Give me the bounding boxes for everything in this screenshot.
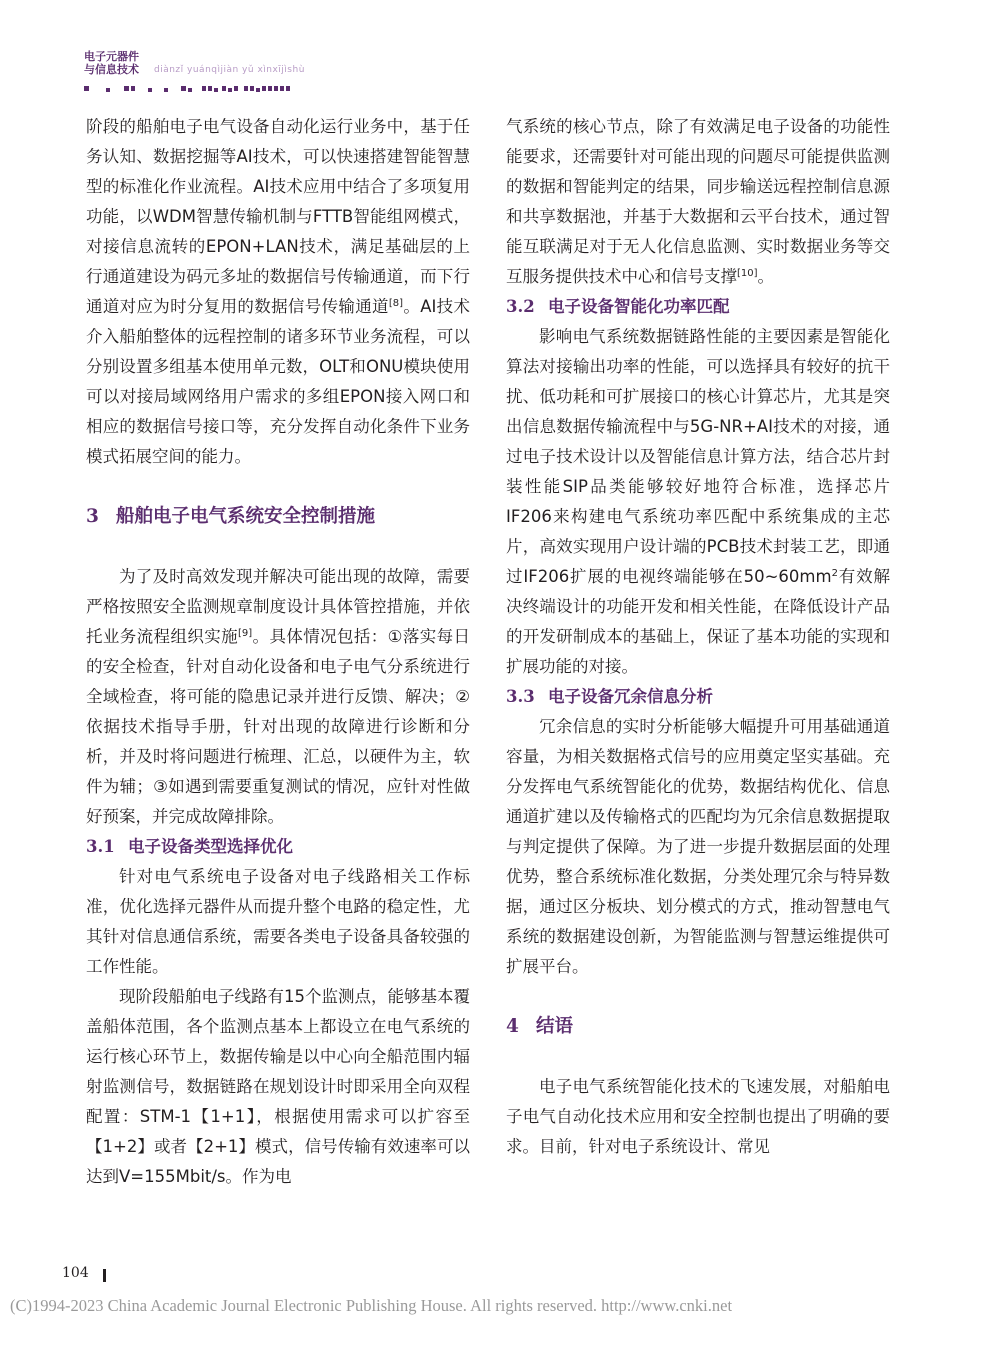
page-number: 104	[62, 1265, 89, 1281]
header-dot-pattern	[84, 86, 294, 94]
paragraph-ai-technology: 阶段的船舶电子电气设备自动化运行业务中，基于任务认知、数据挖掘等AI技术，可以快速搭建智能智慧型的标准化作业流程。AI技术应用中结合了多项复用功能，以WDM智慧传输机制与FTTB智能组网模式，对接信息流转的EPON+LAN技术，满足基础层的上行通道建设为码元多址的数据信号传输通道，而下行通道对应为时分复用的数据信号传输通道[8]。AI技术介入船舶整体的远程控制的诸多环节业务流程，可以分别设置多组基本使用单元数，OLT和ONU模块使用可以对接局域网络用户需求的多组EPON接入网口和相应的数据信号接口等，充分发挥自动化条件下业务模式拓展空间的能力。	[86, 117, 471, 466]
page-number-bar	[103, 1269, 106, 1282]
right-column	[506, 112, 890, 1162]
citation-ref-10[interactable]: [10]	[737, 268, 758, 279]
section-heading-3-2: 3.2 电子设备智能化功率匹配	[506, 297, 730, 316]
paragraph-power-matching: 影响电气系统数据链路性能的主要因素是智能化算法对接输出功率的性能，可以选择具有较好的抗干扰、低功耗和可扩展接口的核心计算芯片，尤其是突出信息数据传输流程中与5G-NR+AI技术的对接，通过电子技术设计以及智能信息计算方法，结合芯片封装性能SIP品类能够较好地符合标准，选择芯片IF206来构建电气系统功率匹配中系统集成的主芯片，高效实现用户设计端的PCB技术封装工艺，即通过IF206扩展的电视终端能够在$50\sim 60mm^2$有效解决终端设计的功能开发和相关性能，在降低设计产品的开发研制成本的基础上，保证了基本功能的实现和扩展功能的对接。	[506, 327, 890, 676]
citation-ref-8[interactable]: [8]	[388, 298, 404, 309]
citation-ref-9[interactable]: [9]	[238, 628, 253, 639]
paragraph-safety-measures: 为了及时高效发现并解决可能出现的故障，需要严格按照安全监测规章制度设计具体管控措施，并依托业务流程组织实施[9]。具体情况包括：①落实每日的安全检查，针对自动化设备和电子电气分系统进行全域检查，将可能的隐患记录并进行反馈、解决；②依据技术指导手册，针对出现的故障进行诊断和分析，并及时将问题进行梳理、汇总，以硬件为主，软件为辅；③如遇到需要重复测试的情况，应针对性做好预案，并完成故障排除。	[86, 567, 471, 826]
journal-brand-line1: 电子元器件	[84, 50, 139, 63]
section-heading-3-1: 3.1 电子设备类型选择优化	[86, 837, 293, 856]
section-heading-3: 3 船舶电子电气系统安全控制措施	[86, 506, 376, 527]
section-heading-3-3: 3.3 电子设备冗余信息分析	[506, 687, 713, 706]
journal-brand-line2: 与信息技术	[84, 63, 139, 76]
section-heading-4: 4 结语	[506, 1016, 574, 1037]
copyright-footer: (C)1994-2023 China Academic Journal Electronic Publishing House. All rights reserved. http://www.cnki.net	[10, 1296, 733, 1315]
journal-pinyin: diànzǐ yuánqìjiàn yǔ xìnxījìshù	[154, 65, 305, 75]
superscript-squared: 2	[831, 568, 838, 579]
left-column	[86, 112, 470, 1192]
paragraph-monitoring-points: 现阶段船舶电子线路有15个监测点，能够基本覆盖船体范围，各个监测点基本上都设立在电气系统的运行核心环节上，数据传输是以中心向全船范围内辐射监测信号，数据链路在规划设计时即采用全向双程配置：STM-1【1+1】，根据使用需求可以扩容至【1+2】或者【2+1】模式，信号传输有效速率可以达到V=155Mbit/s。作为电	[86, 987, 470, 1186]
paragraph-conclusion: 电子电气系统智能化技术的飞速发展，对船舶电子电气自动化技术应用和安全控制也提出了明确的要求。目前，针对电子系统设计、常见	[506, 1077, 890, 1156]
paragraph-redundant-info: 冗余信息的实时分析能够大幅提升可用基础通道容量，为相关数据格式信号的应用奠定坚实基础。充分发挥电气系统智能化的优势，数据结构优化、信息通道扩建以及传输格式的匹配均为冗余信息数据提取与判定提供了保障。为了进一步提升数据层面的处理优势，整合系统标准化数据，分类处理冗余与特异数据，通过区分板块、划分模式的方式，推动智慧电气系统的数据建设创新，为智能监测与智慧运维提供可扩展平台。	[506, 717, 890, 976]
paragraph-device-selection: 针对电气系统电子设备对电子线路相关工作标准，优化选择元器件从而提升整个电路的稳定性，尤其针对信息通信系统，需要各类电子设备具备较强的工作性能。	[86, 867, 470, 976]
paragraph-core-node: 气系统的核心节点，除了有效满足电子设备的功能性能要求，还需要针对可能出现的问题尽可能提供监测的数据和智能判定的结果，同步输送远程控制信息源和共享数据池，并基于大数据和云平台技术，通过智能互联满足对于无人化信息监测、实时数据业务等交互服务提供技术中心和信号支撑[10]。	[506, 117, 890, 286]
journal-header	[84, 50, 304, 100]
journal-brand	[84, 50, 139, 76]
